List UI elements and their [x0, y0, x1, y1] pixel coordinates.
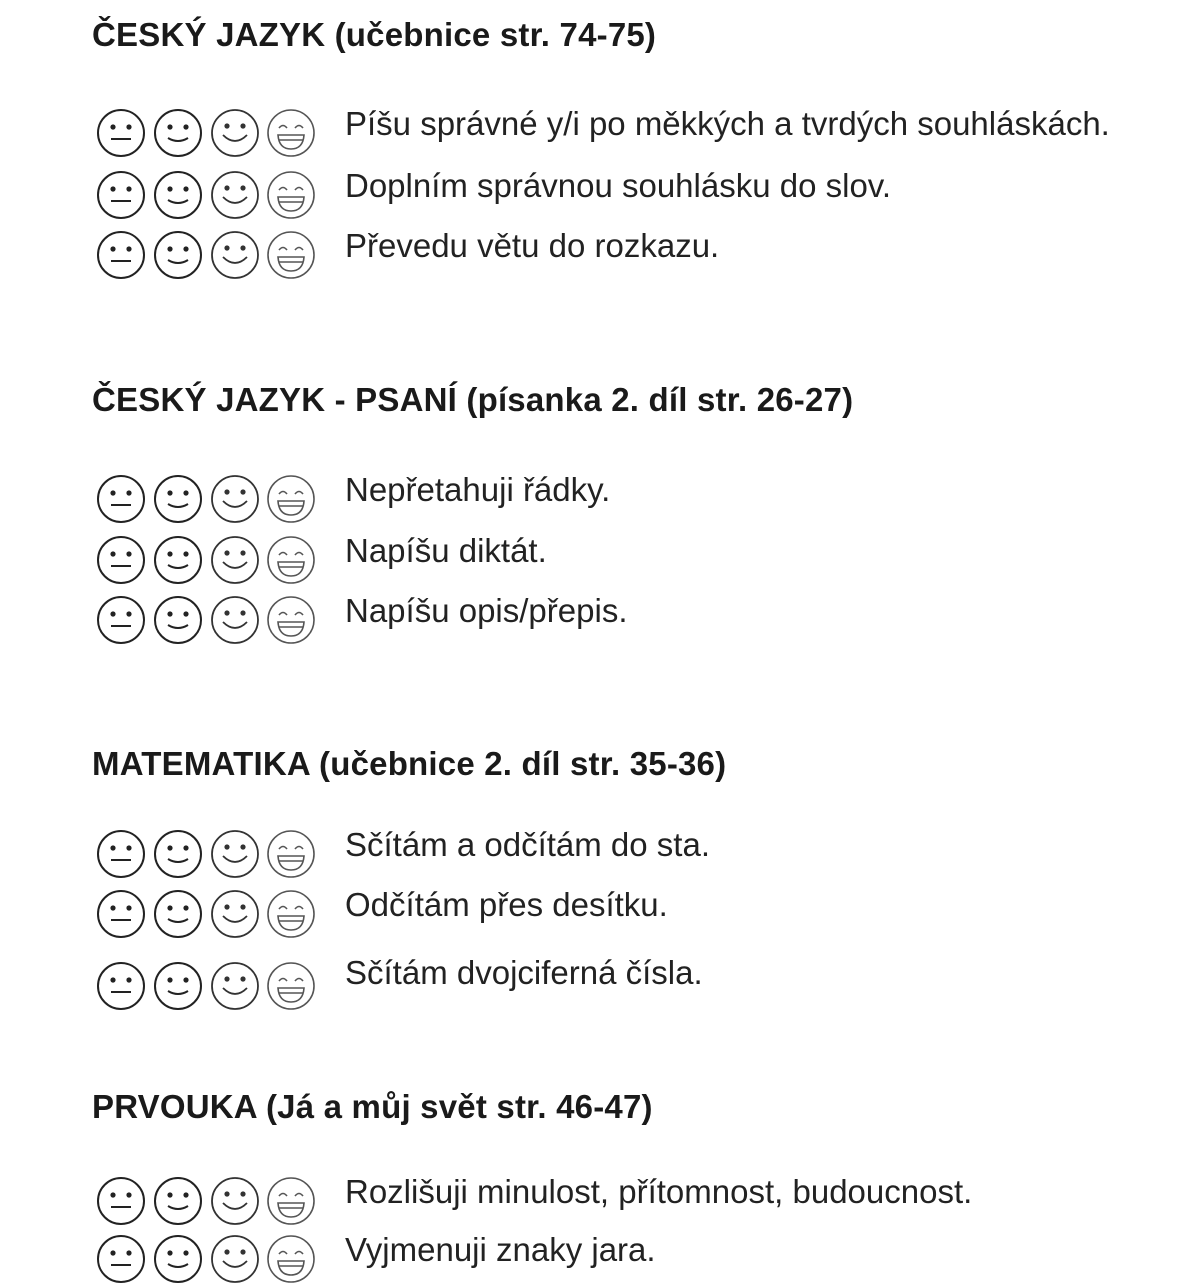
- neutral-face-icon[interactable]: [93, 829, 149, 879]
- slight-smile-face-icon[interactable]: [150, 889, 206, 939]
- neutral-face-icon[interactable]: [93, 230, 149, 280]
- smile-face-icon[interactable]: [207, 961, 263, 1011]
- slight-smile-face-icon[interactable]: [150, 535, 206, 585]
- slight-smile-face-icon[interactable]: [150, 170, 206, 220]
- smile-face-icon[interactable]: [207, 1234, 263, 1284]
- list-item: [93, 591, 1193, 647]
- section-title: MATEMATIKA (učebnice 2. díl str. 35-36): [92, 745, 727, 782]
- slight-smile-face-icon[interactable]: [150, 230, 206, 280]
- rating-faces: [93, 470, 323, 526]
- smile-face-icon[interactable]: [207, 889, 263, 939]
- slight-smile-face-icon[interactable]: [150, 474, 206, 524]
- slight-smile-face-icon[interactable]: [150, 961, 206, 1011]
- smile-face-icon[interactable]: [207, 230, 263, 280]
- skill-label: Doplním správnou souhlásku do slov.: [345, 167, 892, 204]
- rating-faces: [93, 1230, 323, 1286]
- list-item: [93, 825, 1193, 881]
- skill-label: Převedu větu do rozkazu.: [345, 227, 720, 264]
- rating-faces: [93, 1172, 323, 1228]
- skill-label: Napíšu diktát.: [345, 532, 547, 569]
- skill-label: Odčítám přes desítku.: [345, 886, 668, 923]
- grin-face-icon[interactable]: [263, 961, 319, 1011]
- skill-label: Nepřetahuji řádky.: [345, 471, 611, 508]
- skill-label: Sčítám dvojciferná čísla.: [345, 954, 703, 991]
- list-item: [93, 470, 1193, 526]
- neutral-face-icon[interactable]: [93, 535, 149, 585]
- skill-label: Sčítám a odčítám do sta.: [345, 826, 710, 863]
- grin-face-icon[interactable]: [263, 535, 319, 585]
- smile-face-icon[interactable]: [207, 170, 263, 220]
- slight-smile-face-icon[interactable]: [150, 108, 206, 158]
- grin-face-icon[interactable]: [263, 474, 319, 524]
- slight-smile-face-icon[interactable]: [150, 829, 206, 879]
- list-item: [93, 953, 1193, 1009]
- rating-faces: [93, 825, 323, 881]
- skill-label: Píšu správné y/i po měkkých a tvrdých souhláskách.: [345, 105, 1110, 142]
- grin-face-icon[interactable]: [263, 170, 319, 220]
- neutral-face-icon[interactable]: [93, 474, 149, 524]
- smile-face-icon[interactable]: [207, 1176, 263, 1226]
- list-item: [93, 531, 1193, 587]
- smile-face-icon[interactable]: [207, 535, 263, 585]
- slight-smile-face-icon[interactable]: [150, 1176, 206, 1226]
- grin-face-icon[interactable]: [263, 889, 319, 939]
- slight-smile-face-icon[interactable]: [150, 1234, 206, 1284]
- grin-face-icon[interactable]: [263, 230, 319, 280]
- neutral-face-icon[interactable]: [93, 1234, 149, 1284]
- smile-face-icon[interactable]: [207, 595, 263, 645]
- section-title: ČESKÝ JAZYK (učebnice str. 74-75): [92, 16, 657, 53]
- slight-smile-face-icon[interactable]: [150, 595, 206, 645]
- section-title: PRVOUKA (Já a můj svět str. 46-47): [92, 1088, 653, 1125]
- neutral-face-icon[interactable]: [93, 1176, 149, 1226]
- neutral-face-icon[interactable]: [93, 595, 149, 645]
- neutral-face-icon[interactable]: [93, 108, 149, 158]
- list-item: [93, 885, 1193, 941]
- rating-faces: [93, 166, 323, 222]
- grin-face-icon[interactable]: [263, 1234, 319, 1284]
- neutral-face-icon[interactable]: [93, 961, 149, 1011]
- list-item: [93, 104, 1193, 160]
- list-item: [93, 166, 1193, 222]
- skill-label: Rozlišuji minulost, přítomnost, budoucnost.: [345, 1173, 973, 1210]
- rating-faces: [93, 531, 323, 587]
- grin-face-icon[interactable]: [263, 1176, 319, 1226]
- neutral-face-icon[interactable]: [93, 170, 149, 220]
- smile-face-icon[interactable]: [207, 474, 263, 524]
- grin-face-icon[interactable]: [263, 108, 319, 158]
- smile-face-icon[interactable]: [207, 108, 263, 158]
- skill-label: Vyjmenuji znaky jara.: [345, 1231, 656, 1268]
- list-item: [93, 226, 1193, 282]
- smile-face-icon[interactable]: [207, 829, 263, 879]
- list-item: [93, 1230, 1193, 1286]
- rating-faces: [93, 885, 323, 941]
- grin-face-icon[interactable]: [263, 595, 319, 645]
- rating-faces: [93, 591, 323, 647]
- section-title: ČESKÝ JAZYK - PSANÍ (písanka 2. díl str. 26-27): [92, 381, 854, 418]
- skill-label: Napíšu opis/přepis.: [345, 592, 628, 629]
- neutral-face-icon[interactable]: [93, 889, 149, 939]
- list-item: [93, 1172, 1193, 1228]
- rating-faces: [93, 104, 323, 160]
- grin-face-icon[interactable]: [263, 829, 319, 879]
- rating-faces: [93, 226, 323, 282]
- rating-faces: [93, 957, 323, 1013]
